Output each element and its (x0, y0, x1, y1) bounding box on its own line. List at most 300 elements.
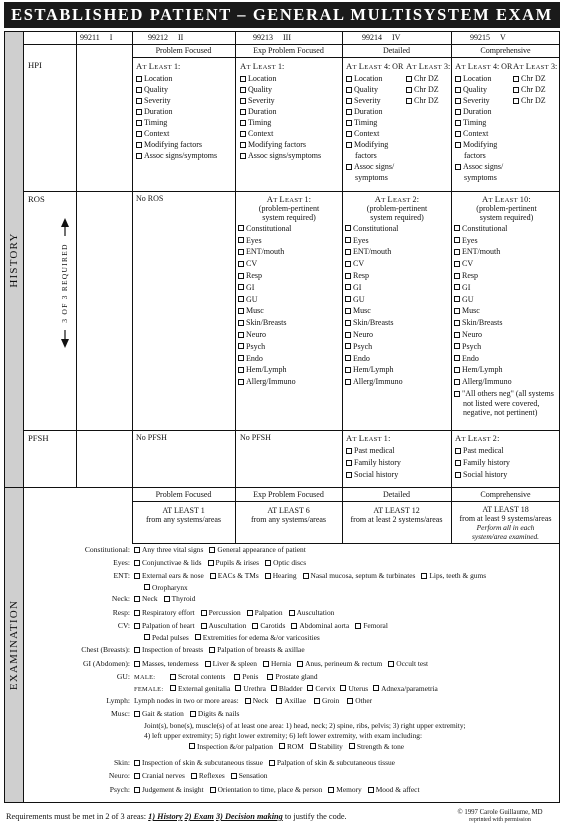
checkbox[interactable] (455, 472, 461, 478)
checkbox[interactable] (136, 142, 142, 148)
hpi-item (240, 150, 340, 161)
checkbox[interactable] (368, 787, 374, 793)
checkbox[interactable] (346, 448, 352, 454)
exam-element (289, 608, 335, 617)
copyright-text: © 1997 Carole Guillaume, MD (457, 809, 543, 816)
checkbox[interactable] (238, 237, 244, 243)
ros-system-item-text: Neuro (246, 330, 266, 340)
exam-row-label: Eyes: (113, 558, 130, 567)
checkbox[interactable] (201, 610, 207, 616)
hpi-item-text: Modifying (354, 140, 389, 149)
checkbox[interactable] (210, 573, 216, 579)
checkbox[interactable] (210, 787, 216, 793)
checkbox[interactable] (345, 320, 351, 326)
checkbox[interactable] (134, 596, 140, 602)
hpi-item (455, 117, 515, 128)
ros-system-item-text: Hem/Lymph (353, 365, 394, 375)
checkbox[interactable] (265, 573, 271, 579)
exam-element (134, 594, 158, 603)
ros-system-item (345, 317, 449, 329)
checkbox[interactable] (238, 355, 244, 361)
checkbox[interactable] (240, 109, 246, 115)
checkbox[interactable] (189, 743, 195, 749)
ros-system-item (454, 282, 559, 294)
checkbox[interactable] (231, 773, 237, 779)
exam-element-text: Stability (317, 741, 343, 751)
exam-element (310, 742, 343, 751)
checkbox[interactable] (245, 698, 251, 704)
exam-element (269, 758, 395, 767)
checkbox[interactable] (328, 787, 334, 793)
checkbox[interactable] (247, 610, 253, 616)
hpi-item-text: Assoc signs/ (354, 162, 395, 171)
exam-element-text: Palpation of breasts & axillae (217, 645, 305, 654)
exam-element (134, 571, 204, 580)
code-header-99213: 99213 III (253, 33, 291, 42)
hpi-item-text: Duration (354, 107, 383, 116)
ros-system-item (238, 223, 340, 235)
checkbox[interactable] (346, 164, 352, 170)
chr-dz-item (406, 73, 451, 84)
ros-label: ROS (28, 194, 45, 204)
hpi-item (346, 117, 406, 128)
checkbox[interactable] (263, 661, 269, 667)
ros-99213 (238, 195, 340, 388)
exam-element (210, 571, 259, 580)
checkbox[interactable] (454, 391, 460, 397)
exam-element-text: Pedal pulses (152, 632, 189, 642)
hpi-99214-list (346, 73, 406, 183)
history-header-exp-problem-focused: Exp Problem Focused (253, 47, 324, 55)
checkbox[interactable] (240, 98, 246, 104)
checkbox[interactable] (455, 164, 461, 170)
ros-system-item (454, 317, 559, 329)
exam-element-text: Carotids (260, 621, 286, 630)
checkbox[interactable] (134, 760, 140, 766)
chr-dz-item-text: Chr DZ (414, 85, 439, 94)
checkbox[interactable] (454, 284, 460, 290)
ros-system-item-text: ENT/mouth (246, 247, 285, 257)
checkbox[interactable] (455, 448, 461, 454)
checkbox[interactable] (346, 460, 352, 466)
checkbox[interactable] (240, 142, 246, 148)
ros-system-item (454, 364, 559, 376)
checkbox[interactable] (238, 343, 244, 349)
three-of-three-label: 3 OF 3 REQUIRED (59, 243, 69, 323)
grid-line (132, 32, 133, 487)
checkbox[interactable] (144, 584, 150, 590)
hpi-item (346, 106, 406, 117)
ros-system-item-text: Eyes (353, 235, 369, 245)
hpi-item (136, 95, 233, 106)
hpi-item-text: Timing (354, 118, 378, 127)
checkbox[interactable] (289, 610, 295, 616)
exam-element-text: Reflexes (198, 771, 225, 780)
checkbox[interactable] (205, 661, 211, 667)
chr-dz-item-text: Chr DZ (414, 96, 439, 105)
grid-line (132, 57, 560, 58)
exam-element-text: Anus, perineum & rectum (305, 659, 383, 668)
checkbox[interactable] (340, 685, 346, 691)
checkbox[interactable] (455, 87, 461, 93)
checkbox[interactable] (454, 308, 460, 314)
code-header-99211: 99211 I (80, 33, 113, 42)
checkbox[interactable] (297, 661, 303, 667)
checkbox[interactable] (238, 249, 244, 255)
checkbox[interactable] (345, 367, 351, 373)
exam-row-line (134, 622, 394, 630)
ros-system-item (345, 282, 449, 294)
hpi-99214-at-least: AT LEAST (346, 61, 382, 71)
checkbox[interactable] (345, 249, 351, 255)
hpi-item (455, 84, 515, 95)
checkbox[interactable] (454, 355, 460, 361)
checkbox[interactable] (455, 120, 461, 126)
exam-row-line (134, 572, 492, 580)
checkbox[interactable] (454, 320, 460, 326)
checkbox[interactable] (238, 367, 244, 373)
checkbox[interactable] (265, 560, 271, 566)
ros-system-item-text: Eyes (462, 235, 478, 245)
exam-req-99215-note1: Perform all in each (476, 523, 535, 532)
checkbox[interactable] (455, 142, 461, 148)
hpi-item-text: Location (354, 74, 383, 83)
checkbox[interactable] (421, 573, 427, 579)
exam-element-text: Urethra (243, 683, 266, 693)
checkbox[interactable] (314, 698, 320, 704)
exam-element (421, 571, 486, 580)
pfsh-item-text: Social history (463, 470, 508, 479)
checkbox[interactable] (345, 332, 351, 338)
exam-element-text: Auscultation (208, 621, 247, 630)
hpi-item-text: Context (354, 129, 380, 138)
footer-requirements (6, 812, 347, 821)
ros-system-item (345, 223, 449, 235)
exam-element (307, 684, 335, 693)
ros-system-item-text: Hem/Lymph (246, 365, 287, 375)
exam-req-99213-scope: from any systems/areas (250, 514, 327, 524)
checkbox[interactable] (267, 674, 273, 680)
ros-system-item (238, 282, 340, 294)
exam-element-text: Masses, tenderness (142, 659, 199, 668)
checkbox[interactable] (345, 225, 351, 231)
ros-system-item-text: Neuro (353, 330, 373, 340)
checkbox[interactable] (201, 623, 207, 629)
hpi-item-text: Assoc signs/symptoms (144, 151, 218, 160)
checkbox[interactable] (455, 76, 461, 82)
checkbox[interactable] (406, 98, 412, 104)
ros-system-item-text: GI (462, 282, 471, 292)
exam-element (263, 659, 291, 668)
checkbox[interactable] (346, 87, 352, 93)
checkbox[interactable] (144, 634, 150, 640)
hpi-99214-chronic (406, 61, 451, 106)
exam-element-text: Penis (242, 672, 259, 681)
checkbox[interactable] (346, 472, 352, 478)
checkbox[interactable] (454, 367, 460, 373)
ros-system-item-text: ENT/mouth (353, 247, 392, 257)
ros-system-item-text: Endo (462, 353, 479, 363)
checkbox[interactable] (345, 379, 351, 385)
checkbox[interactable] (136, 131, 142, 137)
hpi-99212-list (136, 73, 233, 161)
ros-99215-at-least: AT LEAST 10: (482, 195, 531, 204)
checkbox[interactable] (513, 76, 519, 82)
ros-system-item (238, 376, 340, 388)
checkbox[interactable] (164, 596, 170, 602)
ros-system-item (345, 341, 449, 353)
chr-dz-item-text: Chr DZ (414, 74, 439, 83)
checkbox[interactable] (345, 343, 351, 349)
ros-99213-note2: system required) (262, 212, 316, 222)
checkbox[interactable] (136, 76, 142, 82)
checkbox[interactable] (134, 623, 140, 629)
ros-99215-all-others (454, 388, 559, 418)
checkbox[interactable] (134, 547, 140, 553)
checkbox[interactable] (134, 573, 140, 579)
hpi-item-text: Severity (144, 96, 171, 105)
checkbox[interactable] (291, 623, 297, 629)
checkbox[interactable] (209, 547, 215, 553)
checkbox[interactable] (513, 98, 519, 104)
exam-row-label: GU: (116, 672, 130, 681)
hpi-item (346, 150, 406, 161)
ros-system-item-text: GU (462, 294, 474, 304)
checkbox[interactable] (134, 787, 140, 793)
footer-req-exam: 2) Exam (184, 812, 214, 821)
hpi-item (455, 106, 515, 117)
checkbox[interactable] (134, 711, 140, 717)
checkbox[interactable] (454, 249, 460, 255)
hpi-99215-list (455, 73, 515, 183)
ros-system-item-text: Resp (353, 271, 369, 281)
hpi-item (240, 84, 340, 95)
exam-element (190, 709, 239, 718)
checkbox[interactable] (238, 261, 244, 267)
checkbox[interactable] (238, 332, 244, 338)
ros-system-item (454, 341, 559, 353)
checkbox[interactable] (195, 634, 201, 640)
ros-system-item (238, 341, 340, 353)
checkbox[interactable] (271, 685, 277, 691)
hpi-item (240, 73, 340, 84)
checkbox[interactable] (388, 661, 394, 667)
hpi-99215-chr-at-least: AT LEAST (513, 61, 549, 71)
exam-element (134, 771, 185, 780)
hpi-99215-count: 4: (492, 62, 500, 71)
checkbox[interactable] (355, 623, 361, 629)
hpi-item-text: Context (248, 129, 274, 138)
checkbox[interactable] (307, 685, 313, 691)
checkbox[interactable] (345, 273, 351, 279)
ros-system-item-text: Allerg/Immuno (462, 377, 512, 387)
checkbox[interactable] (349, 743, 355, 749)
checkbox[interactable] (345, 355, 351, 361)
checkbox[interactable] (134, 773, 140, 779)
hpi-99213-list (240, 73, 340, 161)
hpi-99214-chr-count: 3: (443, 62, 451, 71)
hpi-99214 (346, 61, 406, 183)
hpi-item-text: Quality (354, 85, 378, 94)
hpi-99212-at-least: AT LEAST (136, 61, 172, 71)
exam-row-line (134, 609, 340, 617)
checkbox[interactable] (279, 743, 285, 749)
checkbox[interactable] (234, 674, 240, 680)
checkbox[interactable] (454, 225, 460, 231)
checkbox[interactable] (238, 308, 244, 314)
exam-element (267, 672, 317, 681)
checkbox[interactable] (190, 711, 196, 717)
ros-system-item-text: Hem/Lymph (462, 365, 503, 375)
checkbox[interactable] (134, 647, 140, 653)
checkbox[interactable] (238, 273, 244, 279)
exam-element (164, 594, 196, 603)
checkbox[interactable] (455, 98, 461, 104)
checkbox[interactable] (454, 273, 460, 279)
hpi-item-text: factors (464, 151, 486, 160)
hpi-item-text: Location (248, 74, 277, 83)
pfsh-item (346, 457, 449, 469)
checkbox[interactable] (345, 308, 351, 314)
checkbox[interactable] (346, 76, 352, 82)
hpi-item (240, 128, 340, 139)
ros-system-item (454, 329, 559, 341)
exam-element-text: Inspection &/or palpation (197, 741, 273, 751)
checkbox[interactable] (346, 98, 352, 104)
exam-element (340, 684, 368, 693)
gu-female-line (134, 685, 443, 693)
ros-system-item-text: Psych (353, 341, 373, 351)
ros-system-item-text: Constitutional (462, 223, 508, 233)
checkbox[interactable] (454, 296, 460, 302)
exam-element (291, 621, 349, 630)
checkbox[interactable] (454, 379, 460, 385)
checkbox[interactable] (240, 76, 246, 82)
checkbox[interactable] (455, 460, 461, 466)
hpi-item (136, 128, 233, 139)
exam-element-text: Percussion (208, 608, 241, 617)
checkbox[interactable] (346, 131, 352, 137)
checkbox[interactable] (240, 87, 246, 93)
exam-element-text: External genitalia (178, 683, 231, 693)
exam-row-label: Neck: (111, 594, 130, 603)
hpi-item (346, 128, 406, 139)
checkbox[interactable] (345, 284, 351, 290)
ros-99215-note1: (problem-pertinent (476, 203, 537, 213)
exam-element-text: Hearing (272, 571, 297, 580)
grid-line (24, 487, 560, 488)
exam-element (314, 696, 339, 705)
exam-element (388, 659, 428, 668)
checkbox[interactable] (346, 142, 352, 148)
hpi-item (240, 106, 340, 117)
checkbox[interactable] (134, 560, 140, 566)
checkbox[interactable] (170, 685, 176, 691)
exam-element-text: Femoral (363, 621, 388, 630)
checkbox[interactable] (238, 284, 244, 290)
checkbox[interactable] (208, 560, 214, 566)
exam-element (303, 571, 416, 580)
checkbox[interactable] (238, 296, 244, 302)
exam-element-text: Strength & tone (356, 741, 405, 751)
checkbox[interactable] (454, 261, 460, 267)
checkbox[interactable] (240, 120, 246, 126)
checkbox[interactable] (136, 109, 142, 115)
checkbox[interactable] (406, 76, 412, 82)
checkbox[interactable] (455, 131, 461, 137)
checkbox[interactable] (347, 698, 353, 704)
checkbox[interactable] (454, 332, 460, 338)
checkbox[interactable] (136, 98, 142, 104)
hpi-item (346, 172, 406, 183)
checkbox[interactable] (240, 131, 246, 137)
checkbox[interactable] (455, 109, 461, 115)
exam-element (276, 696, 306, 705)
checkbox[interactable] (191, 773, 197, 779)
checkbox[interactable] (136, 153, 142, 159)
checkbox[interactable] (276, 698, 282, 704)
exam-element-text: Cranial nerves (142, 771, 185, 780)
exam-header-exp-problem-focused: Exp Problem Focused (253, 491, 324, 499)
ros-system-item (345, 329, 449, 341)
ros-99215-list (454, 223, 559, 388)
hpi-item (455, 128, 515, 139)
checkbox[interactable] (454, 343, 460, 349)
hpi-item (346, 95, 406, 106)
exam-req-99212 (132, 507, 235, 525)
checkbox[interactable] (209, 647, 215, 653)
musc-description: Joint(s), bone(s), muscle(s) of at least one area: 1) head, neck; 2) spine, ribs, pelvis; 3) right upper extremity; (144, 720, 466, 730)
exam-element (205, 659, 257, 668)
checkbox[interactable] (345, 261, 351, 267)
checkbox[interactable] (345, 296, 351, 302)
checkbox[interactable] (136, 120, 142, 126)
checkbox[interactable] (345, 237, 351, 243)
checkbox[interactable] (513, 87, 519, 93)
hpi-item (346, 161, 406, 172)
checkbox[interactable] (346, 109, 352, 115)
checkbox[interactable] (310, 743, 316, 749)
exam-element-text: Prostate gland (275, 672, 318, 681)
checkbox[interactable] (136, 87, 142, 93)
checkbox[interactable] (240, 153, 246, 159)
checkbox[interactable] (134, 661, 140, 667)
checkbox[interactable] (235, 685, 241, 691)
hpi-item-text: Location (144, 74, 173, 83)
checkbox[interactable] (238, 320, 244, 326)
ros-99214-note1: (problem-pertinent (366, 203, 428, 213)
checkbox[interactable] (346, 120, 352, 126)
checkbox[interactable] (238, 379, 244, 385)
hpi-item (136, 117, 233, 128)
checkbox[interactable] (303, 573, 309, 579)
hpi-item-text: Timing (463, 118, 487, 127)
checkbox[interactable] (252, 623, 258, 629)
chr-dz-item (406, 84, 451, 95)
exam-element (134, 558, 202, 567)
checkbox[interactable] (134, 610, 140, 616)
hpi-item (136, 84, 233, 95)
checkbox[interactable] (454, 237, 460, 243)
checkbox[interactable] (406, 87, 412, 93)
exam-element (170, 684, 230, 693)
checkbox[interactable] (373, 685, 379, 691)
checkbox[interactable] (238, 225, 244, 231)
checkbox[interactable] (170, 674, 176, 680)
exam-element-text: Auscultation (296, 608, 335, 617)
checkbox[interactable] (269, 760, 275, 766)
ros-system-item-text: ENT/mouth (462, 247, 501, 257)
